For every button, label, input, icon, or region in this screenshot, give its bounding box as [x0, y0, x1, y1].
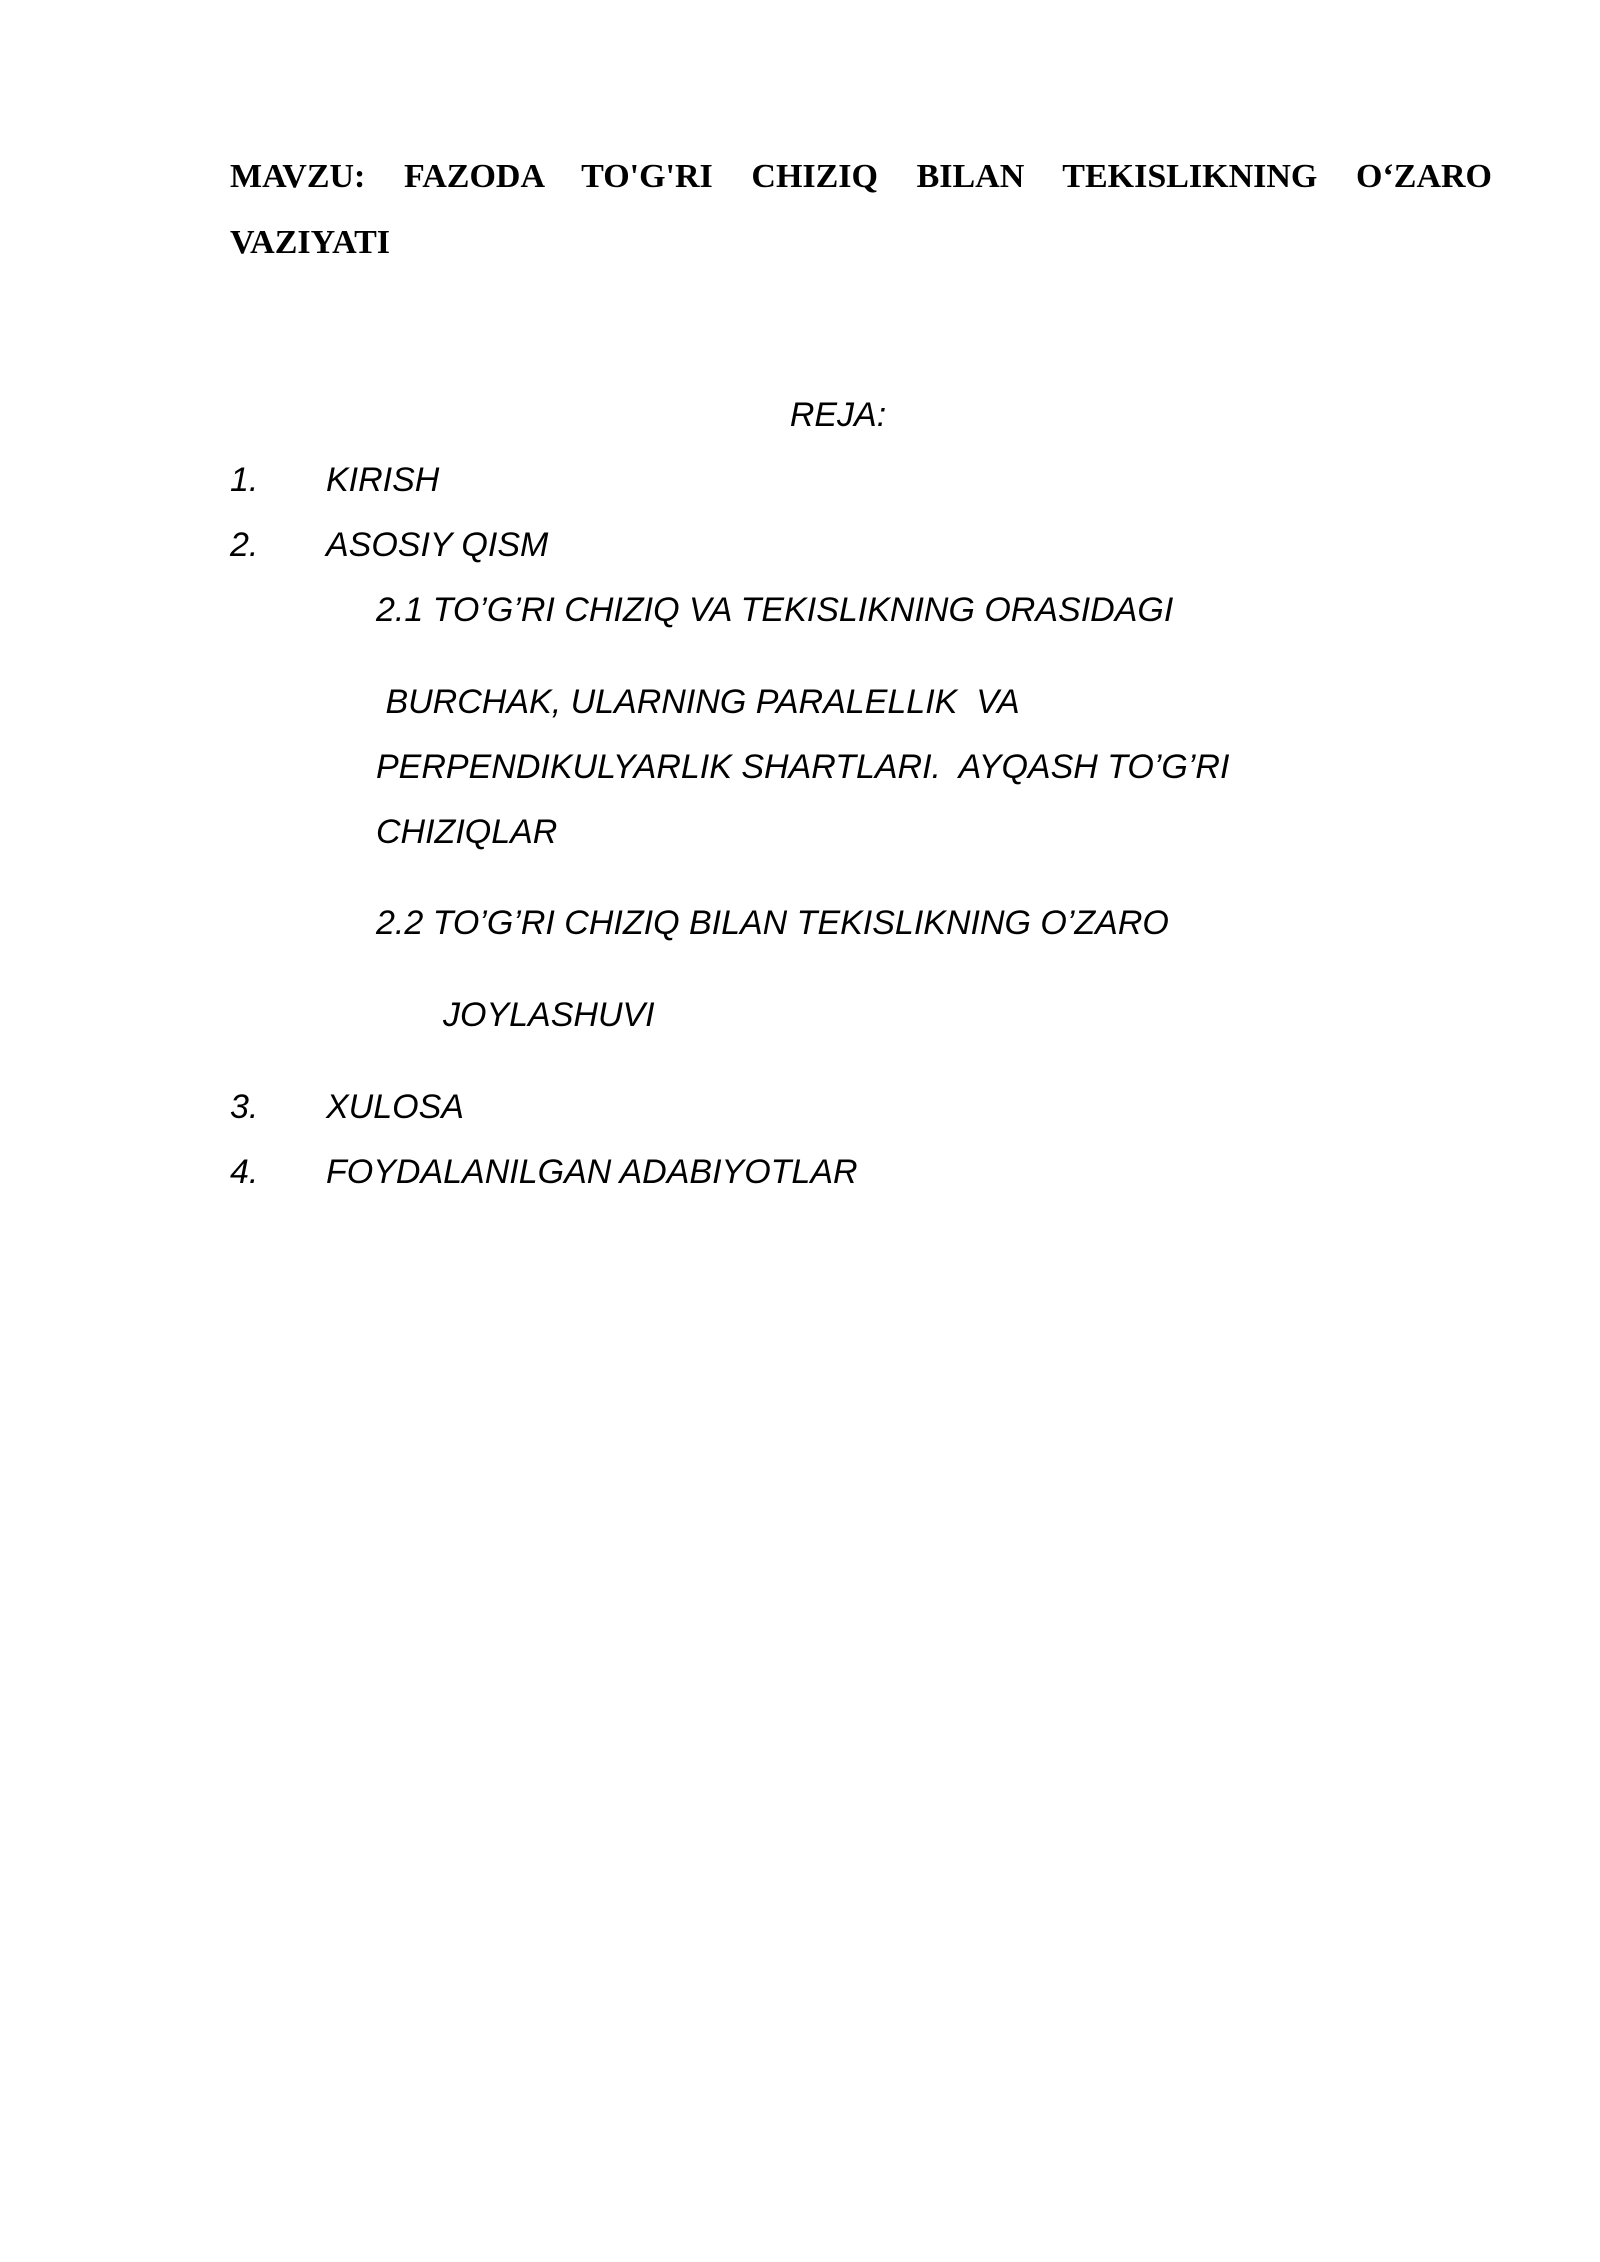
subsection-2-2-line-1: 2.2 TO’G’RI CHIZIQ BILAN TEKISLIKNING O’ZARO	[376, 904, 1169, 942]
document-title	[230, 144, 1492, 276]
title-line-2: VAZIYATI	[230, 224, 391, 261]
item-1-number: 1.	[230, 461, 259, 499]
item-4-label: FOYDALANILGAN ADABIYOTLAR	[326, 1153, 858, 1191]
subsection-2-1-line-3: PERPENDIKULYARLIK SHARTLARI. AYQASH TO’G’RI	[376, 748, 1230, 786]
subsection-2-1-line-1: 2.1 TO’G’RI CHIZIQ VA TEKISLIKNING ORASIDAGI	[376, 591, 1174, 629]
item-1-label: KIRISH	[326, 461, 440, 499]
item-2-label: ASOSIY QISM	[326, 526, 549, 564]
item-2-number: 2.	[230, 526, 259, 564]
item-3-label: XULOSA	[326, 1088, 464, 1126]
plan-heading: REJA:	[789, 396, 887, 434]
title-line-1: MAVZU: FAZODA TO'G'RI CHIZIQ BILAN TEKISLIKNING O‘ZARO	[230, 158, 1492, 195]
subsection-2-1-line-2: BURCHAK, ULARNING PARALELLIK VA	[376, 683, 1020, 721]
item-4-number: 4.	[230, 1153, 259, 1191]
subsection-2-1-line-4: CHIZIQLAR	[376, 813, 558, 851]
item-3-number: 3.	[230, 1088, 259, 1126]
subsection-2-2-line-2: JOYLASHUVI	[443, 996, 655, 1034]
